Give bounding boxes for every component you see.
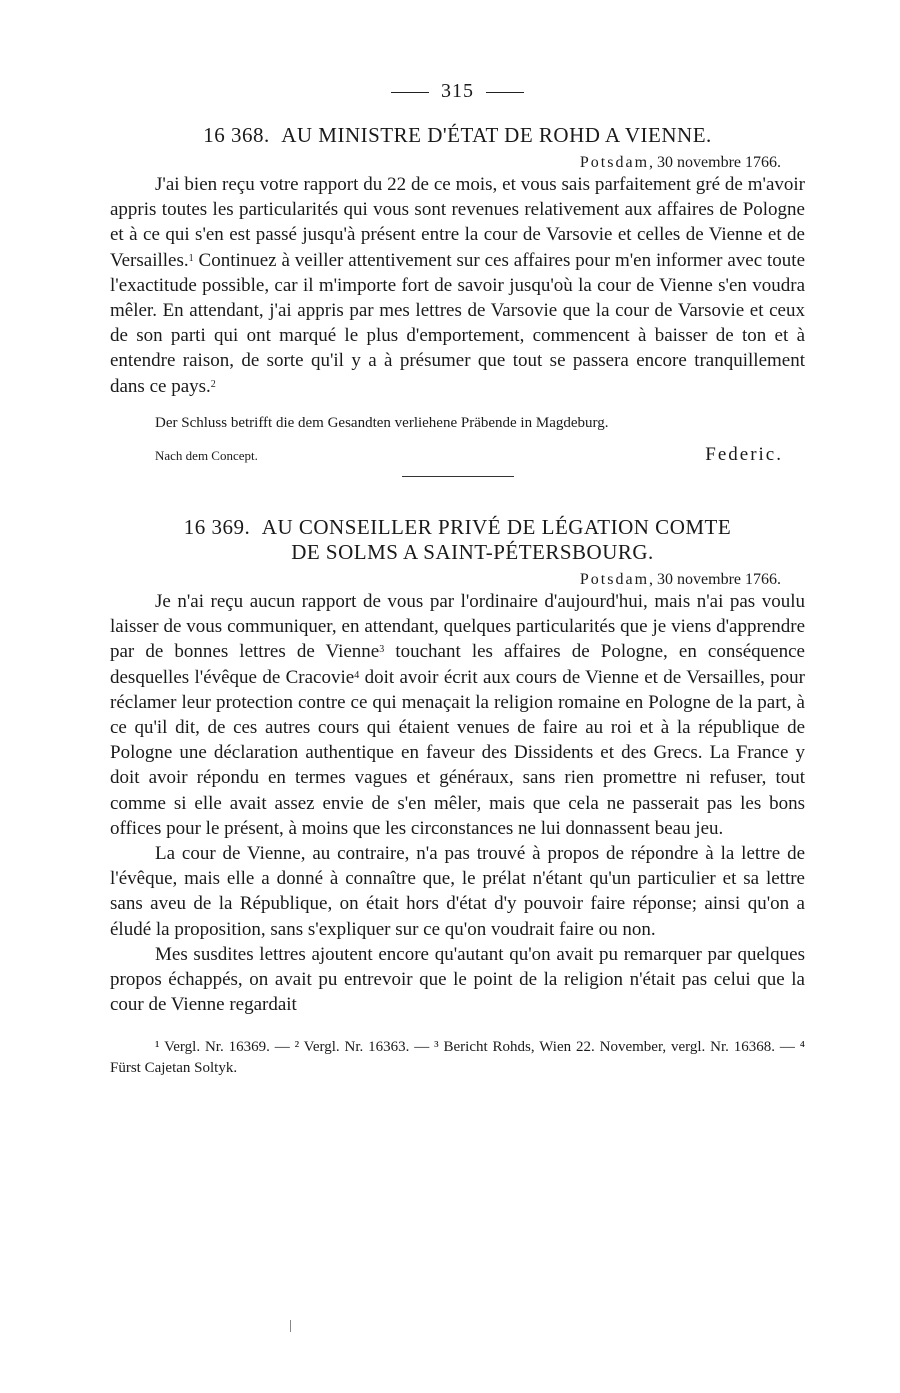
letter-1-body-text: J'ai bien reçu votre rapport du 22 de ce mois, et vous sais parfaitement gré de m'avoir appris toutes les particularités qui vous sont revenues relativement aux affaires de Pologne et à ce qui s'en est passé jusqu'à présent entre la cour de Varsovie et celles de Vienne et de Versailles. [110, 174, 805, 271]
letter-2-title-a: AU CONSEILLER PRIVÉ DE LÉGATION COMTE [261, 515, 732, 540]
letter-1-closing [110, 444, 805, 466]
letter-1-date: , 30 novembre 1766. [649, 154, 781, 171]
letter-2-paragraph-3: Mes susdites lettres ajoutent encore qu'autant qu'on avait pu remarquer par quelques propos échappés, on avait pu entrevoir que le point de la religion n'était pas celui que la cour de Vienne regardait [110, 943, 805, 1016]
letter-1-body [110, 172, 805, 399]
letter-2-place: Potsdam [579, 571, 650, 589]
letter-1-heading [110, 123, 805, 148]
footnotes: ¹ Vergl. Nr. 16369. — ² Vergl. Nr. 16363. — ³ Bericht Rohds, Wien 22. November, vergl. Nr. 16368. — ⁴ Fürst Cajetan Soltyk. [110, 1039, 805, 1077]
page-number: 315 [441, 80, 474, 102]
page-mark [290, 1320, 291, 1332]
letter-2-date: , 30 novembre 1766. [649, 571, 781, 589]
letter-1-body-continuation: Continuez à veiller attentivement sur ces affaires pour m'en informer avec toute l'exactitude possible, car il m'importe fort de savoir jusqu'où la cour de Vienne s'en voudra mêler. En attendant, j'ai appris par mes lettres de Varsovie que la cour de Varsovie et ceux de son parti qui ont marqué le plus d'emportement, commencent à baisser de ton et à entendre raison, de sorte qu'il y a à présumer que tout se passera encore tranquillement dans ce pays. [110, 249, 806, 397]
letter-2-p1-text-a: Je n'ai reçu aucun rapport de vous par l'ordinaire d'aujourd'hui, mais n'ai pas voulu laisser de vous communiquer, en attendant, quelques particularités que je viens d'apprendre par de bonnes lettres de Vienne [110, 591, 805, 663]
letter-1-title: AU MINISTRE D'ÉTAT DE ROHD A VIENNE. [281, 123, 712, 147]
footnote-ref-2: 2 [210, 378, 216, 390]
letter-2-number: 16 369. [183, 515, 251, 540]
footnote-ref-3: 3 [379, 644, 385, 656]
header-dash-left [391, 92, 429, 93]
letter-2-p1-text-b: touchant les affaires de Pologne, en conséquence desquelles l'évêque de Cracovie [110, 641, 805, 688]
letter-2-p1-text-c: doit avoir écrit aux cours de Vienne et de Versailles, pour réclamer leur protection contre ce qui menaçait la religion romaine en Pologne de la part, à ce qu'il dit, de ces autres cours qui étaient venues de faire au roi et à la république de Pologne une déclaration authentique en faveur des Dissidents et des Grecs. La France y doit avoir répondu en termes vagues et généraux, sans rien promettre ni refuser, tout comme si elle avait assez envie de s'en mêler, mais que cela ne passerait pas les bons offices pour le présent, à moins que les circonstances ne lui donnassent beau jeu. [110, 666, 806, 839]
footnote-ref-4: 4 [354, 669, 360, 681]
header-dash-right [486, 92, 524, 93]
letter-2-paragraph-2: La cour de Vienne, au contraire, n'a pas trouvé à propos de répondre à la lettre de l'évêque, mais elle a donné à connaître que, le prélat n'étant qu'un particulier et sa lettre sans aveu de la République, on était hors d'état d'y pouvoir faire réponse; ainsi qu'on a éludé la proposition, sans s'expliquer sur ce qu'on voudrait faire ou non. [110, 843, 805, 940]
letter-1-dateline [110, 154, 781, 172]
signature: Federic. [705, 444, 783, 466]
letter-2-heading [110, 515, 805, 565]
running-header [110, 80, 805, 103]
footnote-ref-1: 1 [188, 252, 194, 264]
letter-1-place: Potsdam [579, 154, 650, 171]
letter-2-paragraph-1 [110, 589, 805, 841]
letter-2-title-line-2: DE SOLMS A SAINT-PÉTERSBOURG. [291, 540, 654, 565]
letter-2-dateline [110, 571, 781, 589]
letter-2-title-line-1 [110, 515, 805, 540]
document-page [110, 80, 805, 1079]
letter-1-number: 16 368. [203, 123, 270, 147]
section-divider [402, 476, 514, 477]
source-note: Nach dem Concept. [155, 448, 258, 464]
letter-1-editor-note: Der Schluss betrifft die dem Gesandten verliehene Präbende in Magdeburg. [155, 414, 609, 431]
